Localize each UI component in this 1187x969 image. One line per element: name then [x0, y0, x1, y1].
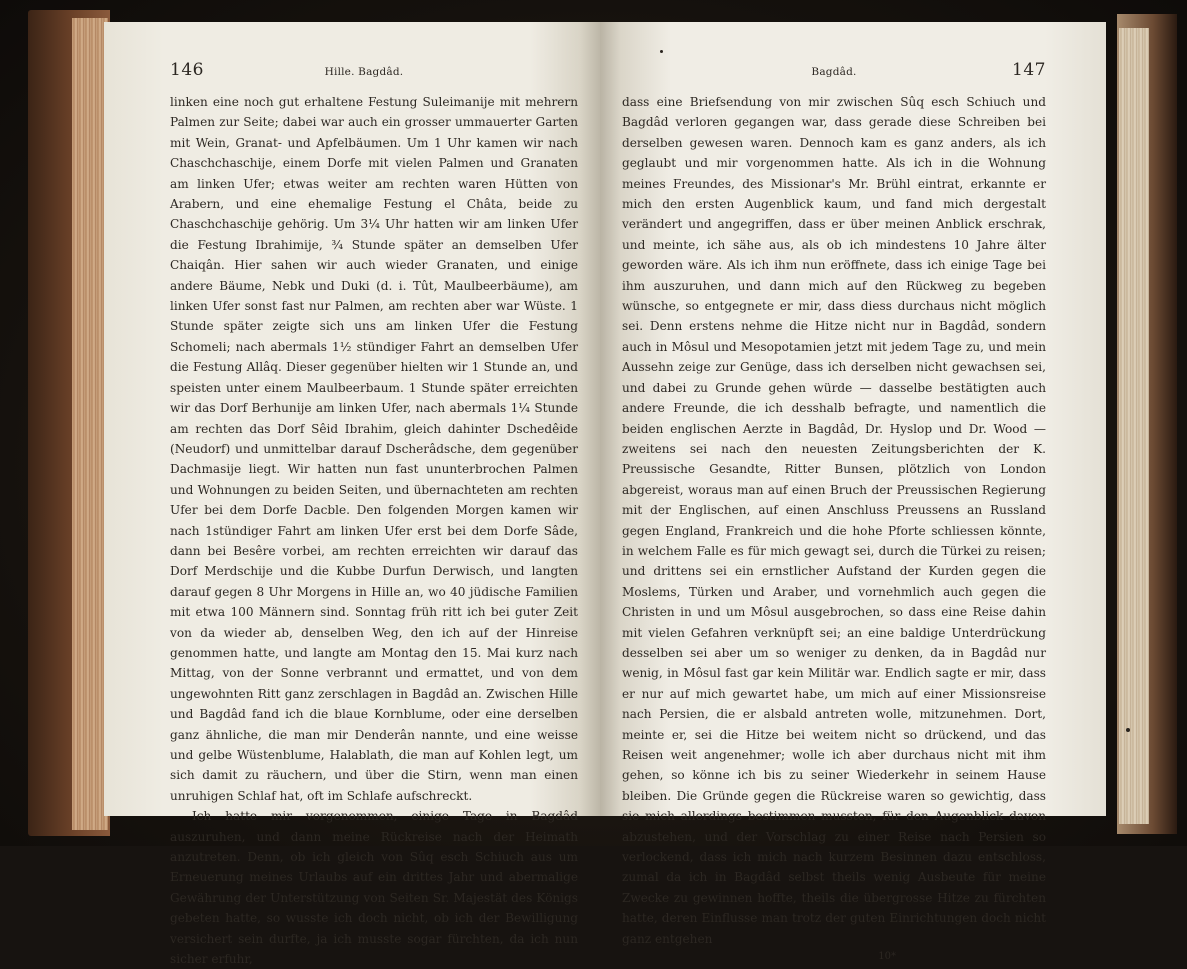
- paper-speck: [1126, 728, 1130, 732]
- left-paragraph-1: linken eine noch gut erhaltene Festung Suleimanije mit mehrern Palmen zur Seite; dabei war auch ein grosser ummauerter Garten mit Wein, Granat- und Apfelbäumen. Um 1 Uhr kamen wir nach Chaschchaschije, einem Dorfe mit vielen Palmen und Granaten am linken Ufer; etwas weiter am rechten waren Hütten von Arabern, und eine ehemalige Festung el Châta, beide zu Chaschchaschije gehörig. Um 3¼ Uhr hatten wir am linken Ufer die Festung Ibrahimije, ¾ Stunde später an demselben Ufer Chaiqân. Hier sahen wir auch wieder Granaten, und einige andere Bäume, Nebk und Duki (d. i. Tût, Maulbeerbäume), am linken Ufer sonst fast nur Palmen, am rechten aber war Wüste. 1 Stunde später zeigte sich uns am linken Ufer die Festung Schomeli; nach abermals 1½ stündiger Fahrt an demselben Ufer die Festung Allâq. Dieser gegenüber hielten wir 1 Stunde an, und speisten unter einem Maulbeerbaum. 1 Stunde später erreichten wir das Dorf Berhunije am linken Ufer, nach abermals 1¼ Stunde am rechten das Dorf Sêid Ibrahim, gleich dahinter Dschedêide (Neudorf) und unmittelbar darauf Dscherâdsche, dem gegenüber Dachmasije liegt. Wir hatten nun fast ununterbrochen Palmen und Wohnungen zu beiden Seiten, und übernachteten am rechten Ufer bei dem Dorfe Dacble. Den folgenden Morgen kamen wir nach 1stündiger Fahrt am linken Ufer erst bei dem Dorfe Sâde, dann bei Besêre vorbei, am rechten erreichten wir darauf das Dorf Merdschije und die Kubbe Durfun Derwisch, und langten darauf gegen 8 Uhr Morgens in Hille an, wo 40 jüdische Familien mit etwa 100 Männern sind. Sonntag früh ritt ich bei guter Zeit von da wieder ab, denselben Weg, den ich auf der Hinreise genommen hatte, und langte am Montag den 15. Mai kurz nach Mittag, von der Sonne verbrannt und ermattet, und von dem ungewohnten Ritt ganz zerschlagen in Bagdâd an. Zwischen Hille und Bagdâd fand ich die blaue Kornblume, oder eine derselben ganz ähnliche, die man mir Denderân nannte, und eine weisse und gelbe Wüstenblume, Halablath, die man auf Kohlen legt, um sich damit zu räuchern, und über die Stirn, wenn man einen unruhigen Schlaf hat, oft im Schlafe aufschreckt.: [170, 95, 578, 803]
- left-page-number: 146: [170, 60, 204, 80]
- left-page: [104, 22, 600, 967]
- right-page-text: [622, 92, 1046, 949]
- left-page-text: [170, 92, 578, 969]
- right-page-number: 147: [1012, 60, 1046, 80]
- left-paragraph-2: Ich hatte mir vorgenommen, einige Tage in Bagdâd auszuruhen, und dann meine Rückreise nach der Heimath anzutreten. Denn, ob ich gleich von Sûq esch Schiuch aus um Erneuerung meines Urlaubs auf ein drittes Jahr und abermalige Gewährung der Unterstützung von Seiten Sr. Majestät des Königs gebeten hatte, so wusste ich doch nicht, ob ich der Bewilligung versichert sein durfte, ja ich musste sogar fürchten, da ich nun sicher erfuhr,: [170, 809, 578, 967]
- right-running-title: Bagdâd.: [811, 66, 857, 78]
- paper-speck: [660, 50, 663, 53]
- left-running-title: Hille. Bagdâd.: [324, 66, 404, 78]
- right-running-head: [622, 60, 1046, 92]
- right-page: [600, 22, 1106, 963]
- page-edges-left: [72, 18, 108, 830]
- left-running-head: [170, 60, 578, 92]
- page-edges-right: [1119, 28, 1149, 824]
- right-paragraph-1: dass eine Briefsendung von mir zwischen Sûq esch Schiuch und Bagdâd verloren gegangen war, dass gerade diese Schreiben bei derselben gewesen waren. Dennoch kam es ganz anders, als ich geglaubt und mir vorgenommen hatte. Als ich in die Wohnung meines Freundes, des Missionar's Mr. Brühl eintrat, erkannte er mich den ersten Augenblick kaum, und fand mich dergestalt verändert und angegriffen, dass er über meinen Anblick erschrak, und meinte, ich sähe aus, als ob ich mindestens 10 Jahre älter geworden wäre. Als ich ihm nun eröffnete, dass ich einige Tage bei ihm auszuruhen, und dann mich auf den Rückweg zu begeben wünsche, so entgegnete er mir, dass diess durchaus nicht möglich sei. Denn erstens nehme die Hitze nicht nur in Bagdâd, sondern auch in Môsul und Mesopotamien jetzt mit jedem Tage zu, und mein Aussehn zeige zur Genüge, dass ich derselben nicht gewachsen sei, und dabei zu Grunde gehen würde — dasselbe bestätigten auch andere Freunde, die ich desshalb befragte, und namentlich die beiden englischen Aerzte in Bagdâd, Dr. Hyslop und Dr. Wood — zweitens sei nach den neuesten Zeitungsberichten der K. Preussische Gesandte, Ritter Bunsen, plötzlich von London abgereist, woraus man auf einen Bruch der Preussischen Regierung mit der Englischen, auf einen Anschluss Preussens an Russland gegen England, Frankreich und die hohe Pforte schliessen könnte, in welchem Falle es für mich gewagt sei, durch die Türkei zu reisen; und drittens sei ein ernstlicher Aufstand der Kurden gegen die Moslems, Türken und Araber, und vornehmlich auch gegen die Christen in und um Môsul ausgebrochen, so dass eine Reise dahin mit vielen Gefahren verknüpft sei; an eine baldige Unterdrückung desselben sei aber um so weniger zu denken, da in Bagdâd nur wenig, in Môsul fast gar kein Militär war. Endlich sagte er mir, dass er nur auf mich gewartet habe, um mich auf einer Missionsreise nach Persien, die er alsbald antreten wolle, mitzunehmen. Dort, meinte er, sei die Hitze bei weitem nicht so drückend, und das Reisen weit angenehmer; wolle ich aber durchaus nicht mit ihm gehen, so könne ich bis zu seiner Wiederkehr in seinem Hause bleiben. Die Gründe gegen die Rückreise waren so gewichtig, dass sie mich allerdings bestimmen mussten, für den Augenblick davon abzustehen, und der Vorschlag zu einer Reise nach Persien so verlockend, dass ich mich nach kurzem Besinnen dazu entschloss, zumal da ich in Bagdâd selbst theils wenig Ausbeute für meine Zwecke zu gewinnen hoffte, theils die übergrosse Hitze zu fürchten hatte, deren Einflusse man trotz der guten Einrichtungen doch nicht ganz entgehen: [622, 95, 1046, 946]
- signature-mark: 10*: [878, 951, 896, 963]
